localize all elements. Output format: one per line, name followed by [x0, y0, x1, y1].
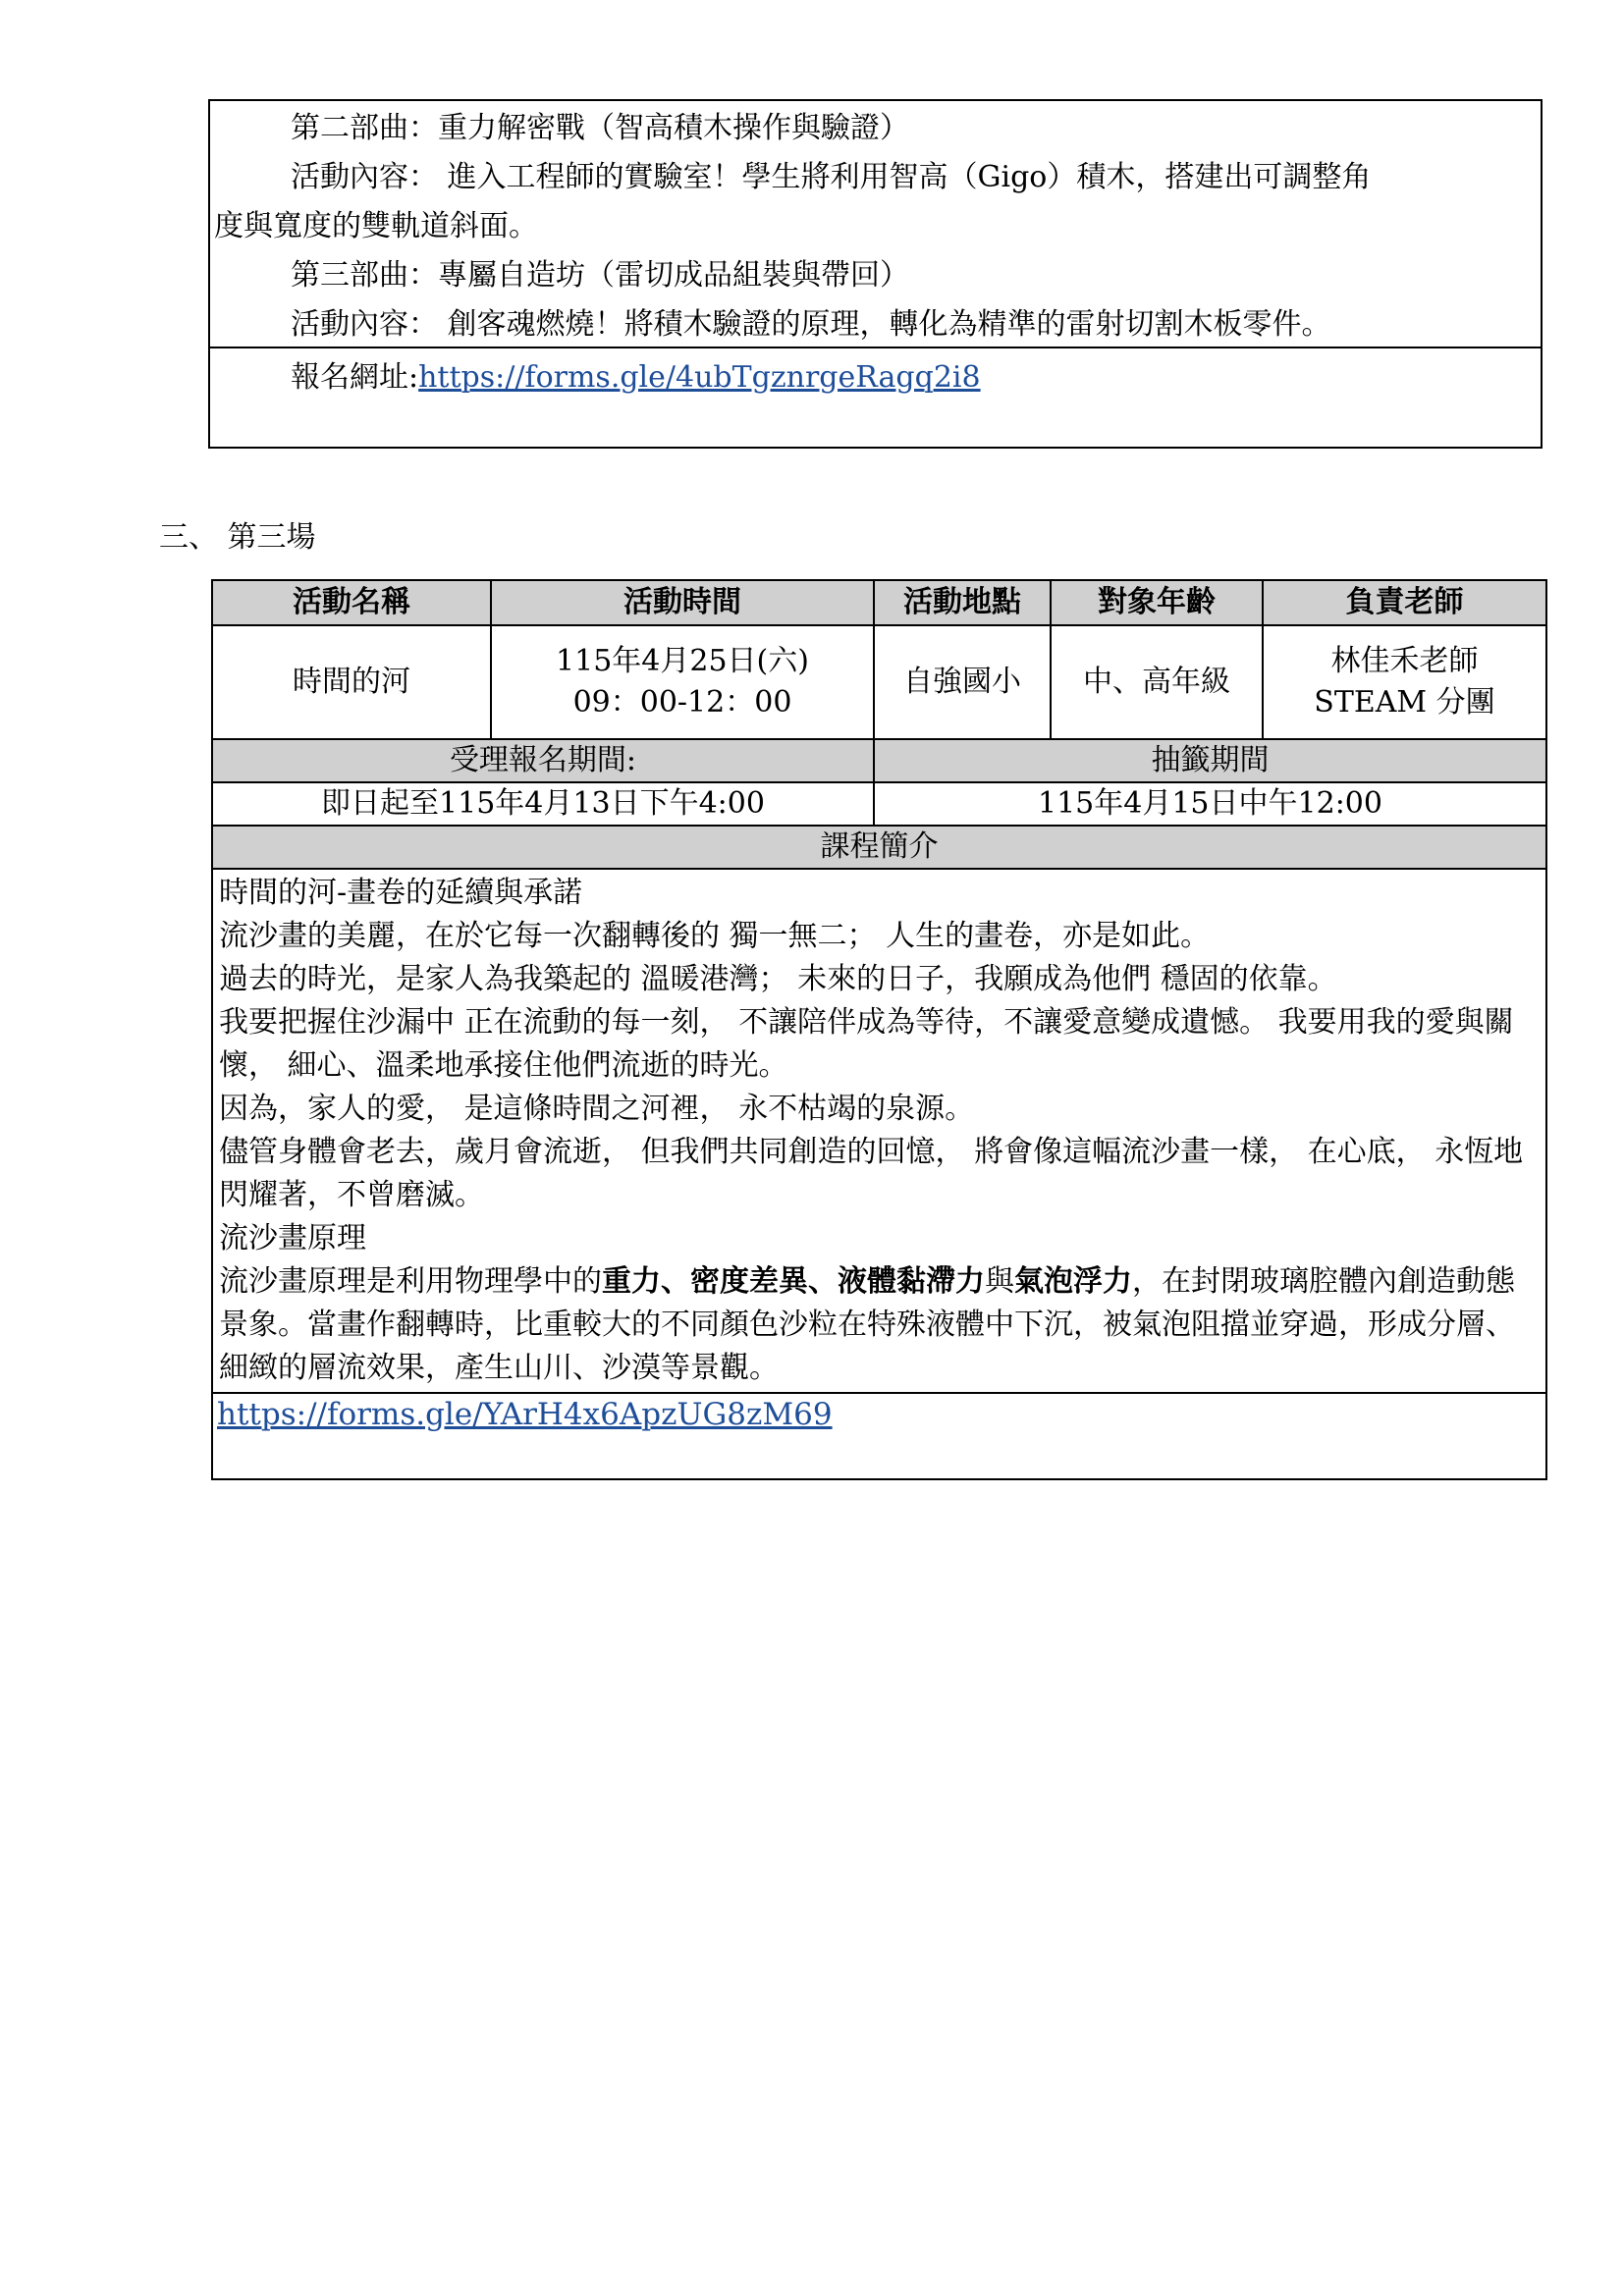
course-intro-body — [212, 869, 1546, 1393]
principle-bold: 密度差異 — [690, 1264, 808, 1299]
signup-label: 報名網址: — [291, 360, 419, 395]
activity-time — [491, 625, 874, 739]
principle-text: ，在封閉玻璃腔體內創造動態景象。當畫作翻轉時，比重較大的不同顏色沙粒在特殊液體中下沉，被氣泡阻擋並穿過，形成分層、細緻的層流效果，產生山川、沙漠等景觀。 — [219, 1264, 1515, 1385]
intro-paragraph: 我要把握住沙漏中 正在流動的每一刻， 不讓陪伴成為等待，不讓愛意變成遺憾。 我要用我的愛與關懷， 細心、溫柔地承接住他們流逝的時光。 — [219, 1005, 1514, 1083]
target-age: 中、高年級 — [1051, 625, 1263, 739]
course-intro-label: 課程簡介 — [212, 826, 1546, 869]
activity-name: 時間的河 — [212, 625, 491, 739]
activity-date: 115年4月25日(六) — [556, 644, 809, 678]
intro-paragraph: 過去的時光，是家人為我築起的 溫暖港灣； 未來的日子，我願成為他們 穩固的依靠。 — [219, 962, 1337, 996]
intro-paragraph: 儘管身體會老去，歲月會流逝， 但我們共同創造的回憶， 將會像這幅流沙畫一樣， 在心底， 永恆地閃耀著，不曾磨滅。 — [219, 1135, 1524, 1212]
part2-content-line1: 活動內容： 進入工程師的實驗室！學生將利用智高（Gigo）積木，搭建出可調整角 — [291, 160, 1372, 194]
header-activity-name: 活動名稱 — [212, 580, 491, 625]
intro-body-row — [212, 869, 1546, 1393]
lottery-period-value: 115年4月15日中午12:00 — [874, 782, 1546, 826]
intro-header-row — [212, 826, 1546, 869]
principle-bold: 氣泡浮力 — [1014, 1264, 1132, 1299]
period-value-row — [212, 782, 1546, 826]
principle-title: 流沙畫原理 — [219, 1221, 366, 1255]
part3-content: 活動內容： 創客魂燃燒！將積木驗證的原理，轉化為精準的雷射切割木板零件。 — [291, 307, 1331, 342]
session2-info-box — [208, 99, 1543, 449]
session2-description — [210, 101, 1541, 348]
intro-title: 時間的河-畫卷的延續與承諾 — [219, 876, 583, 910]
principle-paragraph — [219, 1260, 1540, 1390]
part2-title: 第二部曲：重力解密戰（智高積木操作與驗證） — [291, 111, 909, 145]
teacher-name: 林佳禾老師 — [1330, 644, 1479, 678]
lottery-period-label: 抽籤期間 — [874, 739, 1546, 782]
session3-table — [211, 579, 1547, 1480]
intro-paragraph: 流沙畫的美麗，在於它每一次翻轉後的 獨一無二； 人生的畫卷，亦是如此。 — [219, 919, 1211, 953]
signup-row — [212, 1393, 1546, 1479]
activity-location: 自強國小 — [874, 625, 1051, 739]
part2-content-line2: 度與寬度的雙軌道斜面。 — [214, 209, 538, 243]
info-row — [212, 625, 1546, 739]
principle-bold: 液體黏滯力 — [838, 1264, 985, 1299]
principle-bold: 、 — [661, 1264, 690, 1299]
header-teacher: 負責老師 — [1263, 580, 1546, 625]
teacher-team: STEAM 分團 — [1314, 685, 1495, 720]
principle-bold: 、 — [808, 1264, 838, 1299]
signup-cell — [212, 1393, 1546, 1479]
header-activity-location: 活動地點 — [874, 580, 1051, 625]
principle-text: 與 — [985, 1264, 1014, 1299]
principle-bold: 重力 — [602, 1264, 661, 1299]
header-target-age: 對象年齡 — [1051, 580, 1263, 625]
session3-signup-link[interactable]: https://forms.gle/YArH4x6ApzUG8zM69 — [217, 1397, 833, 1432]
period-header-row — [212, 739, 1546, 782]
intro-paragraph: 因為，家人的愛， 是這條時間之河裡， 永不枯竭的泉源。 — [219, 1092, 975, 1126]
part3-title: 第三部曲：專屬自造坊（雷切成品組裝與帶回） — [291, 258, 909, 293]
signup-row — [291, 358, 981, 398]
section3-heading: 三、 第三場 — [159, 520, 316, 555]
registration-period-label: 受理報名期間: — [212, 739, 874, 782]
principle-text: 流沙畫原理是利用物理學中的 — [219, 1264, 602, 1299]
header-row — [212, 580, 1546, 625]
activity-hours: 09：00-12：00 — [572, 685, 792, 720]
teacher — [1263, 625, 1546, 739]
registration-period-value: 即日起至115年4月13日下午4:00 — [212, 782, 874, 826]
header-activity-time: 活動時間 — [491, 580, 874, 625]
signup-link[interactable]: https://forms.gle/4ubTgznrgeRagq2i8 — [418, 360, 981, 395]
